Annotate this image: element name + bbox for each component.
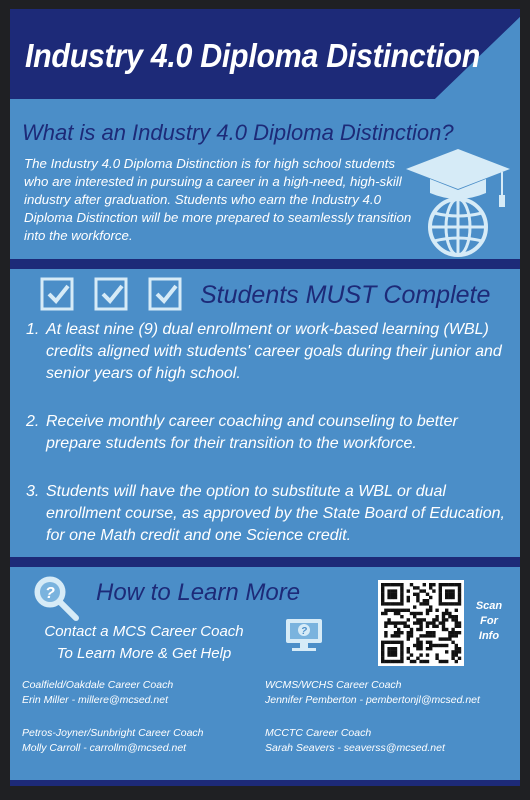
qr-code-icon[interactable]: [378, 580, 464, 666]
item-number: 2.: [26, 413, 40, 430]
coach-contact: [265, 726, 445, 756]
item-number: 3.: [26, 483, 40, 500]
coach-email: Sarah Seavers - seaverss@mcsed.net: [265, 742, 445, 754]
coach-region: MCCTC Career Coach: [265, 727, 372, 739]
bottom-band: [10, 780, 520, 786]
list-item: [22, 481, 512, 547]
header: [10, 9, 520, 99]
magnifier-question-icon: [32, 574, 80, 622]
intro-text: The Industry 4.0 Diploma Distinction is for high school students who are interested in pursuing a career in a high-need, high-skill industry after graduation. Students who earn the Industry 4.0 Diploma Distinction will be more prepared to seamlessly transition into the workforce.: [24, 156, 412, 243]
coach-contact: [22, 726, 204, 756]
item-number: 1.: [26, 321, 40, 338]
coach-region: WCMS/WCHS Career Coach: [265, 679, 402, 691]
requirements-heading: Students MUST Complete: [200, 281, 491, 309]
coach-contact: [22, 678, 173, 708]
checkbox-icon: [96, 279, 126, 309]
poster: [10, 9, 520, 786]
intro-heading: What is an Industry 4.0 Diploma Distinction?: [22, 120, 454, 145]
scan-for-info: Scan For Info: [475, 600, 503, 642]
requirements-list: [22, 319, 512, 573]
coach-email: Jennifer Pemberton - pembertonjl@mcsed.net: [265, 694, 480, 706]
learn-more-heading: How to Learn More: [96, 579, 301, 606]
contact-line: Contact a MCS Career Coach: [44, 623, 244, 640]
item-text: At least nine (9) dual enrollment or work-based learning (WBL) credits aligned with students' career goals during their junior and senior years of high school.: [46, 321, 502, 382]
contact-line: To Learn More & Get Help: [56, 645, 232, 662]
list-item: [22, 319, 512, 385]
coach-region: Coalfield/Oakdale Career Coach: [22, 679, 174, 691]
item-text: Students will have the option to substitute a WBL or dual enrollment course, as approved by the State Board of Education, for one Math credit and one Science credit.: [46, 483, 505, 544]
coach-email: Erin Miller - millere@mcsed.net: [22, 694, 169, 706]
list-item: [22, 411, 512, 455]
item-text: Receive monthly career coaching and counseling to better prepare students for their transition to the workforce.: [46, 413, 458, 452]
coach-email: Molly Carroll - carrollm@mcsed.net: [22, 742, 187, 754]
graduation-globe-icon: [402, 147, 514, 257]
checkbox-icon: [42, 279, 72, 309]
checkbox-icon: [150, 279, 180, 309]
coach-contact: [265, 678, 480, 708]
checkbox-icons: [40, 275, 200, 311]
svg-text:?: ?: [45, 585, 55, 602]
computer-question-icon: [282, 615, 326, 655]
page-title: Industry 4.0 Diploma Distinction: [25, 37, 481, 74]
divider-band: [10, 259, 520, 269]
coach-region: Petros-Joyner/Sunbright Career Coach: [22, 727, 204, 739]
svg-text:?: ?: [300, 626, 308, 637]
divider-band: [10, 557, 520, 567]
